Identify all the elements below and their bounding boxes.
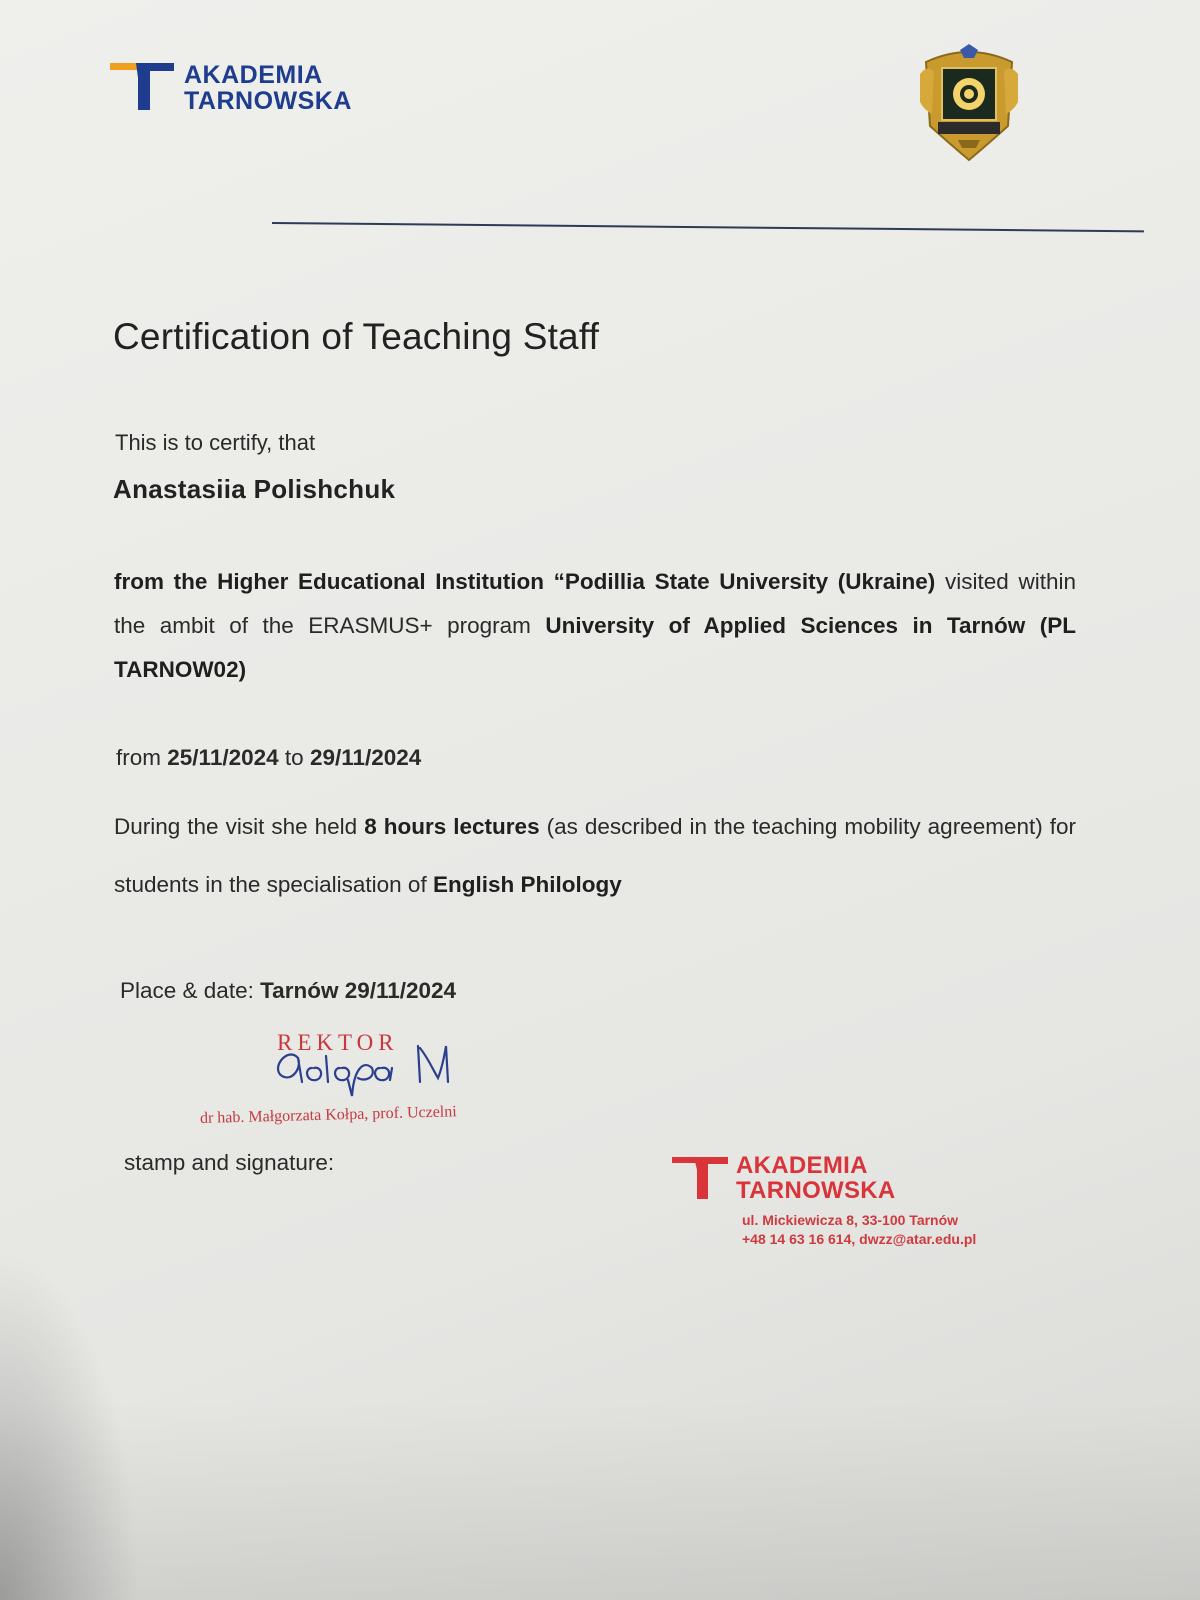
visit-text: visited within the ambit of the ERASMUS+ program: [114, 569, 1076, 638]
logo-text: [184, 62, 352, 114]
stamp-logo-line-1: AKADEMIA: [736, 1152, 868, 1179]
lecture-prefix: During the visit she held: [114, 814, 358, 839]
page-title: Certification of Teaching Staff: [113, 316, 600, 357]
stamp-address: ul. Mickiewicza 8, 33-100 Tarnów: [742, 1212, 959, 1228]
stamp-logo-text: [736, 1153, 896, 1203]
red-institution-stamp: [672, 1153, 976, 1249]
akademia-logo-icon: [110, 60, 176, 112]
place-label: Place & date:: [120, 978, 254, 1003]
place-value: Tarnów 29/11/2024: [260, 978, 457, 1003]
rektor-stamp-title: REKTOR: [277, 1030, 399, 1055]
stamp-logo-line-2: TARNOWSKA: [736, 1177, 896, 1204]
date-from: 25/11/2024: [167, 745, 279, 770]
logo-line-1: AKADEMIA: [184, 61, 323, 89]
lecture-hours: 8 hours lectures: [364, 814, 540, 839]
university-crest-icon: [918, 44, 1020, 164]
stamp-contact: +48 14 63 16 614, dwzz@atar.edu.pl: [742, 1231, 977, 1247]
university-seal-emblem: [918, 44, 1020, 169]
akademia-tarnowska-logo: [110, 60, 352, 114]
to-label: to: [284, 745, 304, 770]
akademia-stamp-logo-icon: [672, 1153, 730, 1201]
person-name: Anastasiia Polishchuk: [113, 474, 396, 504]
from-label: from: [116, 745, 161, 770]
host-institution: University of Applied Sciences in Tarnów (PL TARNOW02): [114, 613, 1076, 682]
header-divider: [272, 222, 1144, 232]
lecture-middle: (as described in the teaching mobility agreement) for students in the specialisation of: [114, 814, 1076, 897]
logo-line-2: TARNOWSKA: [184, 87, 352, 115]
stamp-address-block: [742, 1211, 976, 1249]
lecture-paragraph: [114, 798, 1076, 914]
page-shadow-bottom: [0, 1400, 1200, 1600]
institution-paragraph: [114, 560, 1076, 692]
date-to: 29/11/2024: [309, 745, 422, 770]
visit-dates: [116, 745, 421, 771]
signer-name: dr hab. Małgorzata Kołpa, prof. Uczelni: [199, 1103, 457, 1127]
specialisation: English Philology: [432, 872, 622, 897]
handwritten-signature: [268, 1038, 478, 1098]
place-date: [120, 978, 456, 1004]
certify-intro: This is to certify, that: [115, 430, 316, 455]
home-institution: from the Higher Educational Institution “Podillia State University (Ukraine): [114, 569, 936, 594]
stamp-signature-label: stamp and signature:: [124, 1150, 335, 1175]
